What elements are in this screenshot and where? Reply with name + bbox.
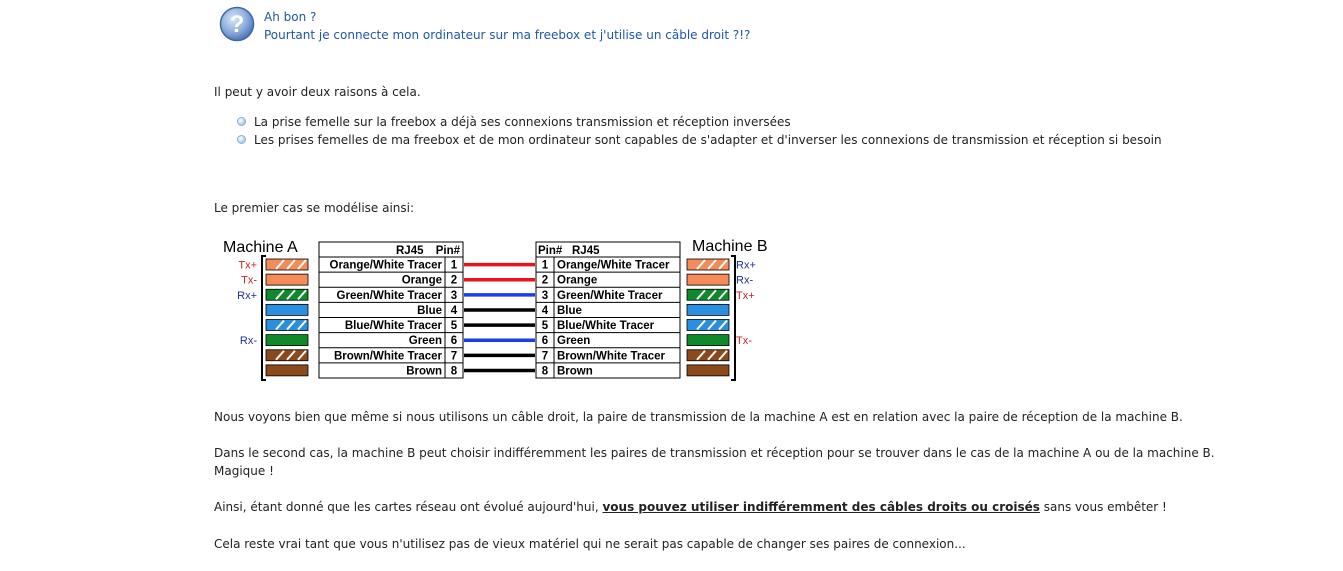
machine-a-signal: Rx+ xyxy=(237,289,257,302)
machine-a-signal: Rx- xyxy=(239,335,257,348)
machine-a-bracket xyxy=(262,256,266,380)
right-wire-name: Orange xyxy=(557,274,598,287)
left-wire-name: Brown xyxy=(406,365,442,378)
conclusion-case1: Nous voyons bien que même si nous utilisons un câble droit, la paire de transmission de la machine A est en relation avec la paire de réception de la machine B. xyxy=(214,410,1183,424)
case1-intro: Le premier cas se modélise ainsi: xyxy=(214,201,415,215)
wire-swatch-b xyxy=(687,304,729,315)
right-pin-number: 3 xyxy=(541,289,549,302)
machine-a-label: Machine A xyxy=(223,239,298,256)
right-pin-number: 8 xyxy=(541,365,549,378)
rj45-wiring-diagram xyxy=(215,232,785,384)
case2-text: Dans le second cas, la machine B peut choisir indifféremment les paires de transmission et réception pour se trouver dans le cas de la machine A ou de la machine B. xyxy=(214,446,1215,460)
list-item: La prise femelle sur la freebox a déjà ses connexions transmission et réception inversées xyxy=(236,113,1162,131)
left-header-pin: Pin# xyxy=(435,245,460,257)
wire-swatch-a xyxy=(266,274,308,285)
question-line-1: Ah bon ? xyxy=(264,10,317,24)
left-pin-number: 5 xyxy=(450,320,458,333)
question-block xyxy=(264,8,750,44)
left-pin-number: 7 xyxy=(450,350,458,363)
right-pin-number: 5 xyxy=(541,320,549,333)
left-pin-number: 8 xyxy=(450,365,458,378)
reasons-list xyxy=(236,113,1162,149)
wire-swatch-a xyxy=(266,335,308,346)
left-wire-name: Blue/White Tracer xyxy=(344,320,442,333)
right-wire-name: Blue/White Tracer xyxy=(557,320,655,333)
left-pin-number: 6 xyxy=(450,335,458,348)
wire-swatch-b xyxy=(687,335,729,346)
list-item: Les prises femelles de ma freebox et de mon ordinateur sont capables de s'adapter et d'inverser les connexions de transmission et réception si besoin xyxy=(236,131,1162,149)
right-pin-number: 1 xyxy=(541,259,549,272)
right-wire-name: Blue xyxy=(557,304,582,317)
machine-b-label: Machine B xyxy=(692,238,768,255)
machine-a-signal: Tx+ xyxy=(238,259,257,272)
left-wire-name: Green/White Tracer xyxy=(336,289,442,302)
right-header-pin: Pin# xyxy=(538,245,563,257)
machine-b-signal: Tx- xyxy=(736,335,752,348)
final-emphasis: vous pouvez utiliser indifféremment des câbles droits ou croisés xyxy=(602,500,1040,514)
right-header-rj45: RJ45 xyxy=(572,245,600,257)
left-wire-name: Green xyxy=(408,335,442,348)
left-pin-number: 3 xyxy=(450,289,458,302)
intro-text: Il peut y avoir deux raisons à cela. xyxy=(214,85,421,99)
left-wire-name: Blue xyxy=(417,304,442,317)
final-statement: Ainsi, étant donné que les cartes réseau ont évolué aujourd'hui, vous pouvez utiliser indifféremment des câbles droits ou croisés sans vous embêter ! xyxy=(214,500,1167,514)
left-pin-number: 1 xyxy=(450,259,458,272)
question-line-2: Pourtant je connecte mon ordinateur sur ma freebox et j'utilise un câble droit ?!? xyxy=(264,28,751,42)
left-wire-name: Orange xyxy=(401,274,442,287)
svg-text:?: ? xyxy=(229,11,245,38)
left-header-rj45: RJ45 xyxy=(396,245,424,257)
right-wire-name: Brown/White Tracer xyxy=(557,350,665,363)
left-pin-number: 2 xyxy=(450,274,458,287)
right-pin-number: 2 xyxy=(541,274,549,287)
left-wire-name: Brown/White Tracer xyxy=(334,350,442,363)
bullet-icon xyxy=(237,117,246,126)
left-pin-number: 4 xyxy=(450,304,458,317)
machine-b-signal: Rx- xyxy=(736,274,754,287)
machine-b-signal: Tx+ xyxy=(736,289,755,302)
last-line: Cela reste vrai tant que vous n'utilisez pas de vieux matériel qui ne serait pas capable de changer ses paires de connexion... xyxy=(214,537,966,551)
case2-magic: Magique ! xyxy=(214,464,274,478)
wire-swatch-a xyxy=(266,304,308,315)
machine-a-signal: Tx- xyxy=(241,274,257,287)
right-pin-number: 4 xyxy=(541,304,549,317)
right-pin-number: 6 xyxy=(541,335,549,348)
right-pin-number: 7 xyxy=(541,350,549,363)
machine-b-bracket xyxy=(731,256,735,380)
wire-swatch-a xyxy=(266,365,308,376)
bullet-icon xyxy=(237,135,246,144)
question-mark-icon xyxy=(219,6,255,42)
machine-b-signal: Rx+ xyxy=(736,259,756,272)
wire-swatch-b xyxy=(687,365,729,376)
right-wire-name: Orange/White Tracer xyxy=(557,259,670,272)
right-wire-name: Brown xyxy=(557,365,593,378)
right-wire-name: Green/White Tracer xyxy=(557,289,663,302)
left-wire-name: Orange/White Tracer xyxy=(329,259,442,272)
wire-swatch-b xyxy=(687,274,729,285)
right-wire-name: Green xyxy=(557,335,591,348)
